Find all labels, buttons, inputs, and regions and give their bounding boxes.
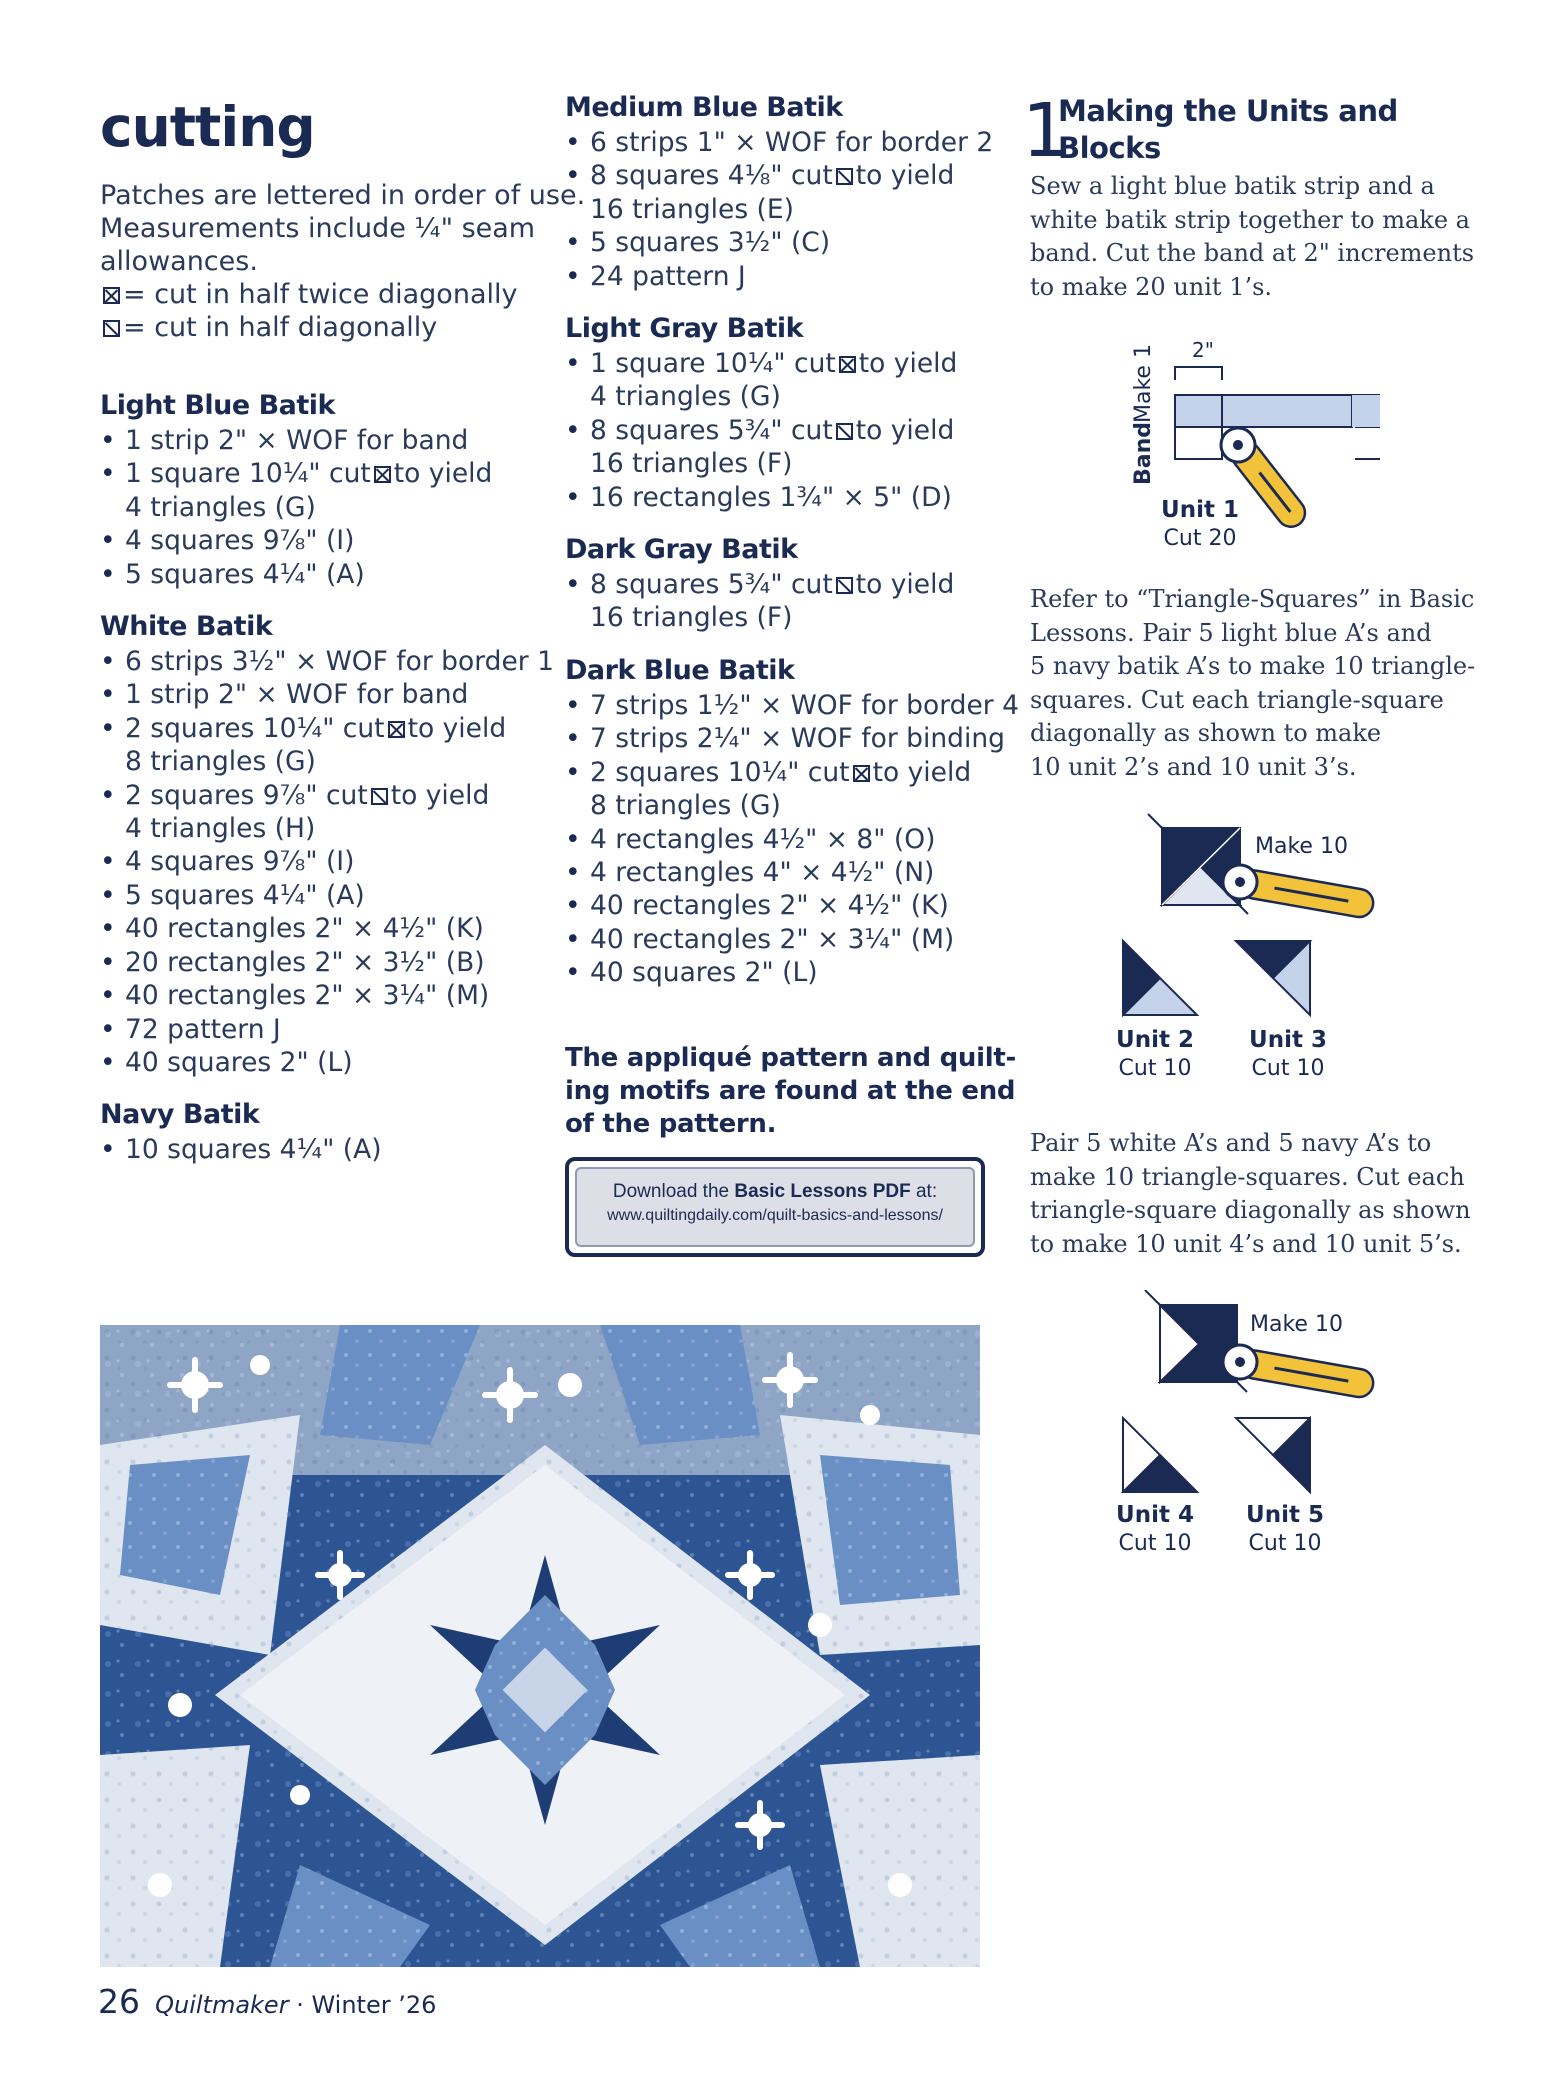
list-item: • 7 strips 2¼" × WOF for binding (565, 722, 995, 755)
list-item: • 2 squares 10¼" cut to yield 8 triangles (G) (100, 712, 540, 779)
cut-once-diagonal-icon (836, 577, 853, 594)
list-item: • 72 pattern J (100, 1013, 540, 1046)
unit2-label: Unit 2 Cut 10 (1116, 1027, 1194, 1081)
quilt-photo (100, 1325, 980, 1967)
list-item: • 4 squares 9⅞" (I) (100, 845, 540, 878)
list-item: • 40 rectangles 2" × 3¼" (M) (565, 923, 995, 956)
step-heading: Making the Units and Blocks (1058, 94, 1398, 165)
magazine-name: Quiltmaker (155, 1991, 289, 2019)
list-item: • 40 squares 2" (L) (100, 1046, 540, 1079)
section-navy-batik: Navy Batik (100, 1099, 260, 1131)
list-item: • 5 squares 4¼" (A) (100, 879, 540, 912)
unit5-label: Unit 5 Cut 10 (1246, 1502, 1324, 1556)
section-dark-gray-batik: Dark Gray Batik (565, 534, 798, 566)
light-blue-batik-list (100, 424, 540, 591)
dark-gray-batik-list (565, 568, 995, 635)
list-item: • 40 squares 2" (L) (565, 956, 995, 989)
middle-column (565, 90, 1019, 1141)
list-item: • 40 rectangles 2" × 3¼" (M) (100, 979, 540, 1012)
list-item: • 4 rectangles 4" × 4½" (N) (565, 856, 995, 889)
page-title: cutting (100, 95, 315, 159)
download-callout: Download the Basic Lessons PDF at: www.quiltingdaily.com/quilt-basics-and-lessons/ (565, 1157, 985, 1257)
make-10-label-1: Make 10 (1255, 834, 1348, 859)
list-item: • 10 squares 4¼" (A) (100, 1133, 540, 1166)
list-item: • 2 squares 9⅞" cut to yield 4 triangles (H) (100, 779, 540, 846)
unit1-diagram (1120, 335, 1380, 595)
list-item: • 1 square 10¼" cut to yield 4 triangles (G) (565, 347, 995, 414)
cut-once-diagonal-icon (836, 168, 853, 185)
section-white-batik: White Batik (100, 611, 273, 643)
list-item: • 16 rectangles 1¾" × 5" (D) (565, 481, 995, 514)
download-link[interactable]: www.quiltingdaily.com/quilt-basics-and-lessons/ (607, 1207, 943, 1224)
list-item: • 2 squares 10¼" cut to yield 8 triangles (G) (565, 756, 995, 823)
section-medium-blue-batik: Medium Blue Batik (565, 92, 843, 123)
unit5-diagram (1228, 1412, 1318, 1497)
step-paragraph-3: Pair 5 white A’s and 5 navy A’s to make 10 triangle-squares. Cut each triangle-square diagonally as shown to make 10 unit 4’s and 10 unit 5’s. (1030, 1129, 1471, 1258)
unit2-diagram (1115, 935, 1205, 1020)
step-paragraph-1: Sew a light blue batik strip and a white batik strip together to make a band. Cut the band at 2" increments to make 20 unit 1’s. (1030, 172, 1475, 301)
rotary-cutter-icon (1220, 1342, 1375, 1400)
step-number: 1 (1022, 88, 1070, 174)
cut-twice-diagonal-icon (103, 287, 120, 304)
band-label (1131, 344, 1156, 485)
medium-blue-batik-list (565, 126, 995, 293)
list-item: • 6 strips 3½" × WOF for border 1 (100, 645, 540, 678)
page-footer (98, 1982, 436, 2021)
list-item: • 1 strip 2" × WOF for band (100, 678, 540, 711)
list-item: • 5 squares 3½" (C) (565, 226, 995, 259)
list-item: • 7 strips 1½" × WOF for border 4 (565, 689, 995, 722)
unit4-diagram (1115, 1412, 1205, 1497)
white-batik-list (100, 645, 554, 1079)
unit4-label: Unit 4 Cut 10 (1116, 1502, 1194, 1556)
list-item: • 6 strips 1" × WOF for border 2 (565, 126, 995, 159)
section-light-gray-batik: Light Gray Batik (565, 313, 804, 345)
list-item: • 8 squares 5¾" cut to yield 16 triangles (F) (565, 568, 995, 635)
triangle-square-light-diagram (1120, 810, 1380, 920)
issue-label: · Winter ’26 (288, 1991, 437, 2019)
list-item: • 24 pattern J (565, 260, 995, 293)
dimension-label: 2" (1192, 338, 1214, 362)
cut-once-diagonal-icon (371, 788, 388, 805)
legend-twice: = cut in half twice diagonally (100, 278, 540, 311)
section-light-blue-batik: Light Blue Batik (100, 390, 335, 421)
unit1-label: Unit 1 Cut 20 (1161, 497, 1239, 551)
cut-once-diagonal-icon (836, 423, 853, 440)
band-label-bold: Band (1131, 421, 1156, 485)
cut-twice-diagonal-icon (839, 356, 856, 373)
cut-twice-diagonal-icon (388, 721, 405, 738)
intro-text: Patches are lettered in order of use. Measurements include ¼" seam allowances. = cut in half twice diagonally = cut in half diagonally (100, 180, 586, 343)
dimension-bracket (1175, 367, 1222, 380)
light-gray-batik-list (565, 347, 995, 514)
list-item: • 40 rectangles 2" × 4½" (K) (565, 889, 995, 922)
unit3-label: Unit 3 Cut 10 (1249, 1027, 1327, 1081)
list-item: • 1 square 10¼" cut to yield 4 triangles (G) (100, 457, 540, 524)
legend-once: = cut in half diagonally (100, 311, 540, 344)
navy-batik-list (100, 1133, 540, 1166)
band-label-make: Make 1 (1131, 344, 1156, 423)
list-item: • 20 rectangles 2" × 3½" (B) (100, 946, 540, 979)
section-dark-blue-batik: Dark Blue Batik (565, 654, 795, 686)
list-item: • 40 rectangles 2" × 4½" (K) (100, 912, 540, 945)
list-item: • 5 squares 4¼" (A) (100, 558, 540, 591)
left-column (100, 95, 586, 1167)
list-item: • 4 squares 9⅞" (I) (100, 524, 540, 557)
list-item: • 8 squares 5¾" cut to yield 16 triangles (F) (565, 414, 995, 481)
quilt-illustration (100, 1325, 980, 1967)
list-item: • 8 squares 4⅛" cut to yield 16 triangles (E) (565, 159, 995, 226)
cut-twice-diagonal-icon (853, 765, 870, 782)
triangle-square-white-diagram (1115, 1290, 1375, 1400)
make-10-label-2: Make 10 (1250, 1312, 1343, 1337)
list-item: • 1 strip 2" × WOF for band (100, 424, 540, 457)
cut-once-diagonal-icon (103, 320, 120, 337)
pattern-note: The appliqué pattern and quilt- ing motifs are found at the end of the pattern. (565, 1042, 1016, 1139)
list-item: • 4 rectangles 4½" × 8" (O) (565, 823, 995, 856)
step-paragraph-2: Refer to “Triangle-Squares” in Basic Lessons. Pair 5 light blue A’s and 5 navy batik A’s to make 10 triangle- squares. Cut each triangle-square diagonally as shown to make 10 unit 2’s and 10 unit 3’s. (1030, 585, 1476, 781)
unit3-diagram (1228, 935, 1318, 1020)
rotary-cutter-icon (1220, 862, 1376, 920)
cut-twice-diagonal-icon (374, 466, 391, 483)
page-number: 26 (98, 1982, 140, 2021)
dark-blue-batik-list (565, 689, 1019, 990)
